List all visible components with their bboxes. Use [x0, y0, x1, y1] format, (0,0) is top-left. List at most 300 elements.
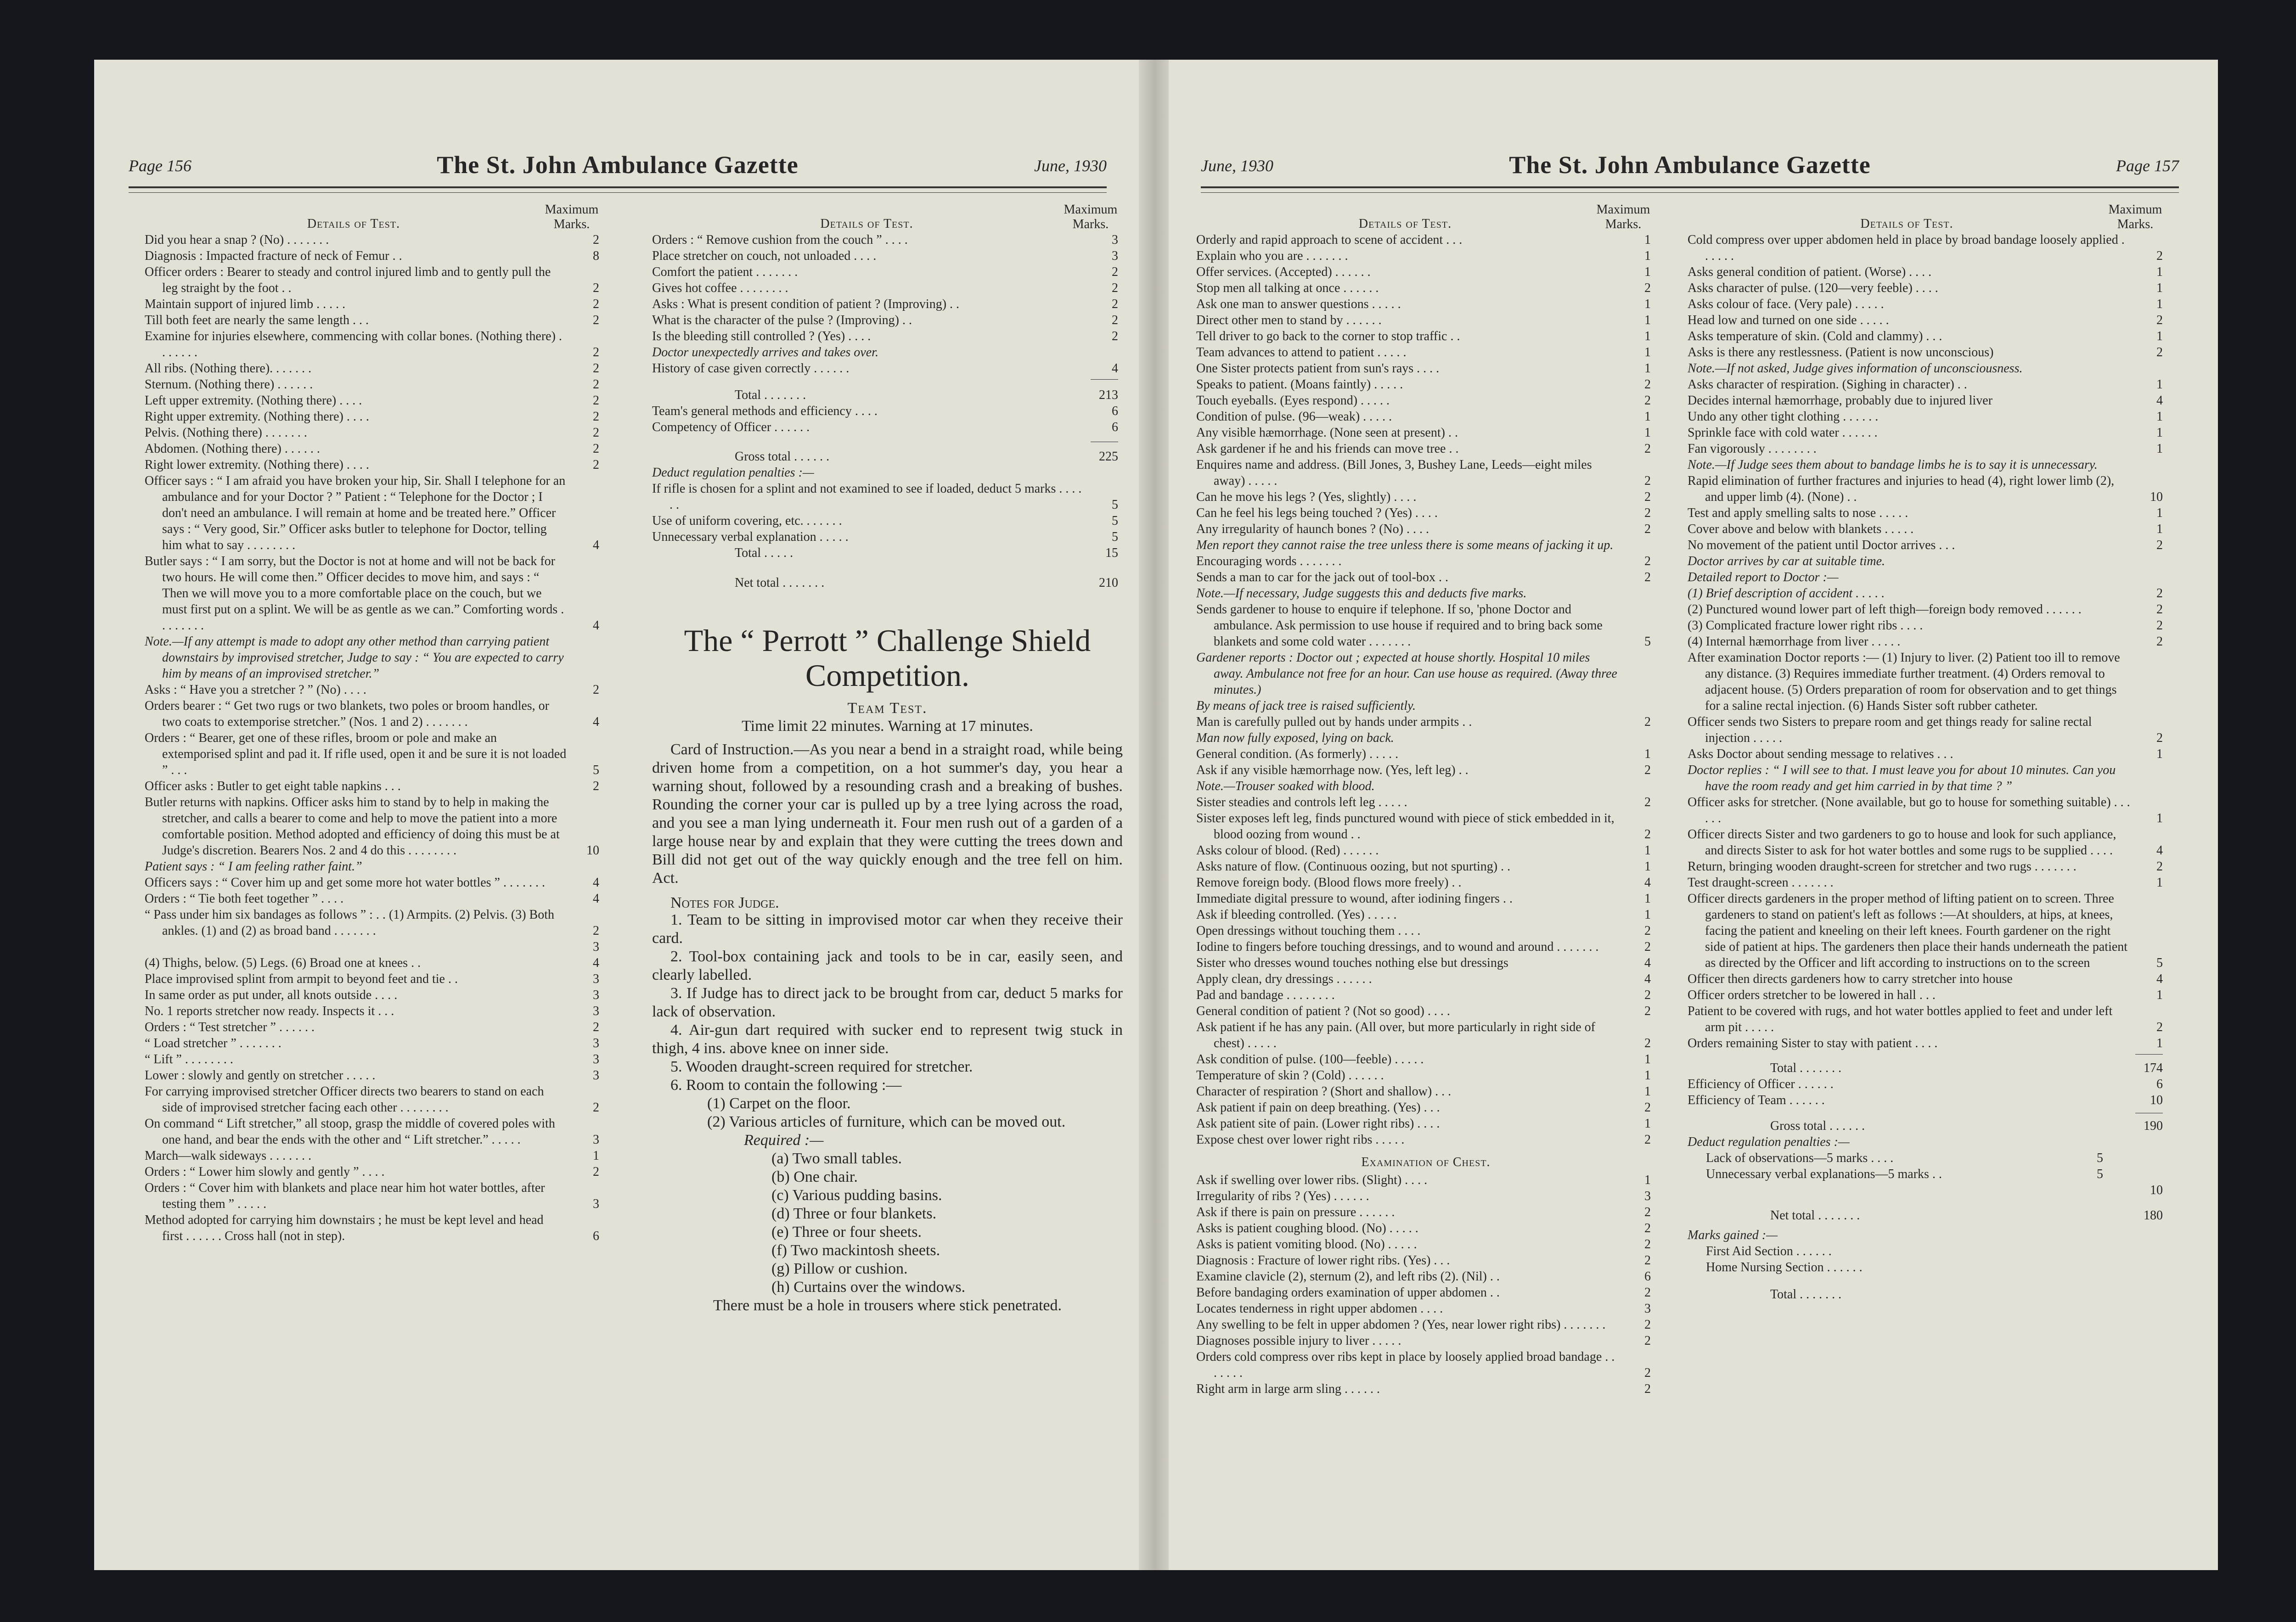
row-detail: Officer asks for stretcher. (None available, but go to house for something suitable) . . . . . . [1688, 795, 2130, 825]
table-row [1196, 537, 1655, 553]
table-row [145, 1148, 604, 1164]
row-marks: 1 [1644, 265, 1651, 279]
row-marks: 2 [1644, 1285, 1651, 1300]
table-row [145, 1212, 604, 1244]
row-detail: Can he feel his legs being touched ? (Yes) . . . . [1196, 506, 1438, 520]
column-header: Details of Test. Maximum Marks. [820, 202, 1118, 231]
table-row [1688, 971, 2167, 987]
marks-table [1196, 232, 1655, 1148]
row-detail: Test draught-screen . . . . . . . [1688, 876, 1834, 890]
row-marks: 3 [593, 988, 599, 1002]
table-row [1196, 987, 1655, 1003]
row-marks: 2 [593, 297, 599, 311]
row-marks: 5 [1112, 530, 1118, 544]
row-marks: 2 [1644, 1366, 1651, 1380]
row-detail: Asks : What is present condition of patient ? (Improving) . . [652, 297, 960, 311]
list-item: 3. If Judge has to direct jack to be brought from car, deduct 5 marks for lack of observation. [652, 985, 1123, 1020]
row-marks: 3 [1112, 249, 1118, 263]
row-marks: 3 [593, 1004, 599, 1018]
row-marks: 4 [2156, 972, 2163, 986]
row-detail: Place improvised splint from armpit to beyond feet and tie . . [145, 972, 458, 986]
row-detail: (2) Punctured wound lower part of left thigh—foreign body removed . . . . . . [1688, 602, 2082, 617]
row-detail: If rifle is chosen for a splint and not examined to see if loaded, deduct 5 marks . . . . . . [652, 482, 1082, 512]
row-detail: Tell driver to go back to the corner to stop traffic . . [1196, 329, 1460, 343]
table-row [145, 987, 604, 1003]
list-item: (f) Two mackintosh sheets. [771, 1242, 940, 1259]
row-marks: 4 [593, 956, 599, 970]
table-row [1196, 1349, 1655, 1381]
row-detail: Cold compress over upper abdomen held in place by broad bandage loosely applied . . . . . . [1688, 233, 2125, 263]
table-row [1196, 1301, 1655, 1317]
table-row [1196, 730, 1655, 746]
row-marks: 10 [2150, 490, 2163, 504]
row-detail: Sister exposes left leg, finds punctured wound with piece of stick embedded in it, blood oozing from wound . . [1196, 811, 1615, 842]
table-row [1688, 360, 2167, 376]
deduct-heading: Deduct regulation penalties :— [1688, 1135, 1850, 1149]
row-detail: Orders : “ Bearer, get one of these rifles, broom or pole and make an extemporised splint and pad it. If rifle used, open it and be sure it is not loaded ” . . . [145, 731, 567, 777]
row-marks: 1 [2156, 329, 2163, 343]
row-detail: Character of respiration ? (Short and shallow) . . . [1196, 1084, 1452, 1099]
row-detail: Officer orders stretcher to be lowered in hall . . . [1688, 988, 1936, 1002]
table-row [1196, 1252, 1655, 1268]
table-row [1688, 296, 2167, 312]
table-row [145, 634, 604, 682]
table-row [1196, 232, 1655, 248]
table-row [145, 859, 604, 875]
row-detail: Expose chest over lower right ribs . . . . . [1196, 1133, 1405, 1147]
row-detail: Asks temperature of skin. (Cold and clammy) . . . [1688, 329, 1942, 343]
table-row [145, 1180, 604, 1212]
table-row [1196, 939, 1655, 955]
row-detail: Note.—If Judge sees them about to bandage limbs he is to say it is unnecessary. [1688, 458, 2098, 472]
total-row: Total . . . . . . . 174 [1770, 1061, 2163, 1075]
right-page [1169, 60, 2218, 1570]
table-row [1196, 1051, 1655, 1067]
row-marks: 2 [593, 426, 599, 440]
row-detail: Asks Doctor about sending message to relatives . . . [1688, 747, 1953, 761]
table-row [145, 473, 604, 553]
list-item: 2. Tool-box containing jack and tools to be in car, easily seen, and clearly labelled. [652, 948, 1123, 983]
row-detail: Any swelling to be felt in upper abdomen ? (Yes, near lower right ribs) . . . . . . . [1196, 1318, 1606, 1332]
row-detail: Orders : “ Lower him slowly and gently ” . . . . [145, 1165, 385, 1179]
row-marks: 2 [593, 410, 599, 424]
net-total-row: Net total . . . . . . . 210 [735, 576, 1118, 590]
row-marks: 1 [2156, 811, 2163, 825]
row-marks: 2 [593, 1165, 599, 1179]
row-marks: 2 [1644, 1205, 1651, 1219]
row-marks: 1 [2156, 442, 2163, 456]
row-marks: 1 [2156, 747, 2163, 761]
table-row [145, 232, 604, 248]
table-row [1196, 553, 1655, 569]
row-detail: Asks colour of face. (Very pale) . . . . . [1688, 297, 1884, 311]
list-item: (e) Three or four sheets. [771, 1224, 922, 1240]
deduct-heading: Deduct regulation penalties :— [652, 466, 814, 480]
table-row [1196, 1317, 1655, 1333]
table-row [1196, 585, 1655, 601]
row-detail: Ask if there is pain on pressure . . . . . . [1196, 1205, 1395, 1219]
table-row [145, 698, 604, 730]
row-detail: After examination Doctor reports :— (1) Injury to liver. (2) Patient too ill to remove any distance. (3) Requires immediate further treatment. (4) Orders removal to adjacent house. (5) Orders preparation of room for observation and to get things for a saline rectal injection. (6) Hands Sister soft rubber catheter. [1688, 651, 2120, 713]
table-row [1196, 1188, 1655, 1204]
table-row [1688, 521, 2167, 537]
row-detail: One Sister protects patient from sun's rays . . . . [1196, 361, 1440, 376]
row-detail: Irregularity of ribs ? (Yes) . . . . . . [1196, 1189, 1369, 1203]
list-item: (c) Various pudding basins. [771, 1187, 942, 1204]
row-marks: 2 [1644, 924, 1651, 938]
row-marks: 5 [593, 763, 599, 777]
row-detail: Lack of observations—5 marks . . . . [1706, 1151, 1894, 1165]
card-of-instruction: Card of Instruction.—As you near a bend in a straight road, while being driven home from a competition, on a hot summer's day, you hear a warning shout, followed by a resounding crash and a breaking of bushes. Rounding the corner your car is pulled up by a tree lying across the road, and you see a man lying underneath it. Four men rush out of a garden of a large house near by and explain that they were cutting the trees down and Bill did not get out of the way quickly enough and the tree fell on him. Act. [652, 741, 1123, 887]
list-item: (g) Pillow or cushion. [771, 1260, 908, 1277]
article-subtitle: Team Test. [847, 700, 928, 717]
row-detail: Sends a man to car for the jack out of tool-box . . [1196, 570, 1448, 584]
row-detail: Unnecessary verbal explanations—5 marks . . [1706, 1167, 1942, 1181]
table-row [145, 682, 604, 698]
row-detail: Temperature of skin ? (Cold) . . . . . . [1196, 1068, 1384, 1083]
left-column-2 [652, 200, 1123, 1315]
row-detail: Right upper extremity. (Nothing there) . . . . [145, 410, 369, 424]
row-detail: Encouraging words . . . . . . . [1196, 554, 1342, 568]
row-marks: 4 [593, 618, 599, 633]
row-marks: 2 [593, 458, 599, 472]
table-row [1688, 393, 2167, 409]
row-detail: Condition of pulse. (96—weak) . . . . . [1196, 410, 1392, 424]
row-detail: Rapid elimination of further fractures and injuries to head (4), right lower limb (2), and upper limb (4). (None) . . [1688, 474, 2115, 504]
table-row [1196, 521, 1655, 537]
table-row [1196, 344, 1655, 360]
list-item: 6. Room to contain the following :— [670, 1077, 902, 1094]
table-row [1688, 312, 2167, 328]
row-marks: 3 [593, 972, 599, 986]
row-marks: 2 [2156, 859, 2163, 874]
list-item: (1) Carpet on the floor. [707, 1095, 851, 1112]
row-marks: 2 [1644, 522, 1651, 536]
row-marks: 2 [1644, 554, 1651, 568]
row-marks: 2 [593, 233, 599, 247]
row-marks: 2 [1644, 1004, 1651, 1018]
row-marks: 5 [2097, 1167, 2103, 1181]
table-row [1196, 1116, 1655, 1132]
notes-heading: Notes for Judge. [670, 894, 779, 911]
efficiency-row: Team's general methods and efficiency . . . . 6 [652, 404, 1118, 418]
deduct-total-row: Total . . . . . 15 [735, 546, 1118, 560]
gross-total-row: Gross total . . . . . . 190 [1770, 1119, 2163, 1133]
row-detail: Immediate digital pressure to wound, after iodining fingers . . [1196, 892, 1513, 906]
row-marks: 2 [2156, 538, 2163, 552]
time-limit: Time limit 22 minutes. Warning at 17 minutes. [742, 718, 1033, 735]
gross-total-row: Gross total . . . . . . 225 [735, 449, 1118, 464]
table-row [1196, 441, 1655, 457]
row-marks: 1 [2156, 281, 2163, 295]
row-marks: 2 [593, 779, 599, 793]
row-detail: Sister steadies and controls left leg . . . . . [1196, 795, 1407, 809]
deduct-total-row: 10 [2150, 1183, 2163, 1197]
table-row [1688, 232, 2167, 264]
row-detail: Diagnoses possible injury to liver . . . . . [1196, 1334, 1401, 1348]
row-detail: Note.—If not asked, Judge gives information of unconsciousness. [1688, 361, 2023, 376]
row-detail: Asks character of pulse. (120—very feeble) . . . . [1688, 281, 1938, 295]
row-marks: 4 [1644, 876, 1651, 890]
row-detail: (3) Complicated fracture lower right ribs . . . . [1688, 618, 1923, 633]
table-row [1688, 650, 2167, 714]
row-detail: Undo any other tight clothing . . . . . . [1688, 410, 1879, 424]
row-detail: Cover above and below with blankets . . . . . [1688, 522, 1914, 536]
table-row [145, 360, 604, 376]
table-row [1688, 344, 2167, 360]
table-row [652, 312, 1123, 328]
notes-for-judge [652, 911, 1123, 1094]
row-detail: Asks general condition of patient. (Worse) . . . . [1688, 265, 1932, 279]
table-row [1196, 650, 1655, 698]
row-marks: 2 [1644, 1318, 1651, 1332]
row-marks: 5 [2097, 1151, 2103, 1165]
table-row [1196, 505, 1655, 521]
list-item: (a) Two small tables. [771, 1150, 902, 1167]
row-detail: Orders remaining Sister to stay with patient . . . . [1688, 1036, 1938, 1050]
row-marks: 2 [1112, 281, 1118, 295]
table-row [1196, 1381, 1655, 1397]
row-marks: 1 [1644, 908, 1651, 922]
row-marks: 2 [1644, 1253, 1651, 1268]
list-item: Home Nursing Section . . . . . . [1706, 1260, 1863, 1274]
table-row [1688, 762, 2167, 794]
table-row [1196, 746, 1655, 762]
row-detail: Detailed report to Doctor :— [1688, 570, 1839, 584]
table-row [1688, 1035, 2167, 1051]
row-detail: Touch eyeballs. (Eyes respond) . . . . . [1196, 393, 1390, 408]
row-marks: 2 [593, 683, 599, 697]
row-marks: 2 [2156, 1020, 2163, 1034]
row-marks: 2 [2156, 249, 2163, 263]
row-detail: No. 1 reports stretcher now ready. Inspects it . . . [145, 1004, 394, 1018]
row-detail: Till both feet are nearly the same length . . . [145, 313, 369, 327]
total-row: Total . . . . . . . 213 [735, 388, 1118, 402]
row-detail: Ask if any visible hæmorrhage now. (Yes, left leg) . . [1196, 763, 1469, 777]
row-detail: Note.—Trouser soaked with blood. [1196, 779, 1375, 793]
table-row [1196, 778, 1655, 794]
table-row [1196, 1204, 1655, 1220]
table-row [1196, 1333, 1655, 1349]
row-detail: (4) Internal hæmorrhage from liver . . . . . [1688, 634, 1901, 649]
row-detail: Gardener reports : Doctor out ; expected at house shortly. Hospital 10 miles away. Ambulance not free for an hour. Can use house as required. (Away three minutes.) [1196, 651, 1617, 697]
row-marks: 2 [2156, 731, 2163, 745]
row-detail: Officer asks : Butler to get eight table napkins . . . [145, 779, 401, 793]
row-detail: (1) Brief description of accident . . . . . [1688, 586, 1885, 601]
row-marks: 2 [1644, 1237, 1651, 1252]
table-row [1196, 1100, 1655, 1116]
row-detail: Officers says : “ Cover him up and get some more hot water bottles ” . . . . . . . [145, 876, 545, 890]
table-row [1196, 1268, 1655, 1285]
row-detail: Ask if bleeding controlled. (Yes) . . . . . [1196, 908, 1397, 922]
row-detail: March—walk sideways . . . . . . . [145, 1149, 312, 1163]
table-row [1196, 489, 1655, 505]
table-row [145, 409, 604, 425]
table-row [1196, 376, 1655, 393]
row-marks: 1 [1644, 1052, 1651, 1066]
row-marks: 8 [593, 249, 599, 263]
column-header: Details of Test. Maximum Marks. [1860, 202, 2162, 231]
right-column-2 [1688, 200, 2167, 1302]
table-row [1688, 409, 2167, 425]
table-row [1688, 505, 2167, 521]
row-marks: 2 [593, 393, 599, 408]
table-row [1196, 1067, 1655, 1083]
row-marks: 1 [2156, 876, 2163, 890]
table-row [145, 1116, 604, 1148]
total-rule [2135, 1054, 2163, 1055]
row-marks: 1 [593, 1149, 599, 1163]
row-detail: Apply clean, dry dressings . . . . . . [1196, 972, 1372, 986]
row-detail: Method adopted for carrying him downstairs ; he must be kept level and head first . . . . . . Cross hall (not in step). [145, 1213, 544, 1243]
table-row [1196, 971, 1655, 987]
row-detail: Officer then directs gardeners how to carry stretcher into house [1688, 972, 2013, 986]
row-marks: 1 [2156, 410, 2163, 424]
row-marks: 4 [593, 876, 599, 890]
row-marks: 1 [1644, 313, 1651, 327]
table-row [145, 730, 604, 778]
table-row [1688, 714, 2167, 746]
row-detail: General condition of patient ? (Not so good) . . . . [1196, 1004, 1450, 1018]
issue-date: June, 1930 [1201, 157, 1273, 175]
table-row [1196, 891, 1655, 907]
table-row [1688, 875, 2167, 891]
table-row [1688, 601, 2167, 617]
row-detail: Before bandaging orders examination of upper abdomen . . [1196, 1285, 1500, 1300]
row-detail: “ Lift ” . . . . . . . . [145, 1052, 233, 1066]
table-row [145, 264, 604, 296]
table-row [145, 553, 604, 634]
row-detail: Orders : “ Cover him with blankets and place near him hot water bottles, after testing them ” . . . . . [145, 1181, 545, 1211]
table-row [145, 312, 604, 328]
row-marks: 3 [593, 1036, 599, 1050]
row-detail: Butler returns with napkins. Officer asks him to stand by to help in making the stretcher, and calls a bearer to come and help to move the patient into a more comfortable position. Method adopted and efficiency of doing this must be at Judge's discretion. Bearers Nos. 2 and 4 do this . . . . . . . . [145, 795, 560, 858]
row-marks: 1 [1644, 1173, 1651, 1187]
table-row [1196, 1285, 1655, 1301]
row-detail: Did you hear a snap ? (No) . . . . . . . [145, 233, 329, 247]
row-detail: Man is carefully pulled out by hands under armpits . . [1196, 715, 1472, 729]
row-marks: 2 [593, 377, 599, 392]
table-row [145, 1051, 604, 1067]
row-marks: 2 [1644, 1382, 1651, 1396]
row-detail: Officer directs Sister and two gardeners to go to house and look for such appliance, and directs Sister to ask for hot water bottles and some rugs to be supplied . . . . [1688, 827, 2116, 858]
table-row [145, 971, 604, 987]
book-gutter [1139, 60, 1171, 1570]
table-row [145, 328, 604, 360]
row-marks: 1 [1644, 859, 1651, 874]
table-row [145, 1003, 604, 1019]
row-marks: 4 [593, 538, 599, 552]
list-item: (d) Three or four blankets. [771, 1205, 937, 1222]
row-marks: 3 [593, 1133, 599, 1147]
row-detail: All ribs. (Nothing there). . . . . . . [145, 361, 312, 376]
row-marks: 2 [1644, 570, 1651, 584]
chest-table [1196, 1172, 1655, 1397]
running-head [129, 147, 1107, 188]
row-marks: 4 [593, 892, 599, 906]
table-row [1688, 569, 2167, 585]
row-detail: Orders : “ Test stretcher ” . . . . . . [145, 1020, 315, 1034]
row-marks: 2 [1112, 265, 1118, 279]
row-marks: 1 [1644, 747, 1651, 761]
table-row [145, 376, 604, 393]
table-row [1196, 280, 1655, 296]
row-detail: Left upper extremity. (Nothing there) . . . . [145, 393, 362, 408]
row-detail: By means of jack tree is raised sufficiently. [1196, 699, 1416, 713]
table-row [1688, 859, 2167, 875]
table-row [1196, 923, 1655, 939]
row-detail: “ Pass under him six bandages as follows ” : . . (1) Armpits. (2) Pelvis. (3) Both ankles. (1) and (2) as broad band . . . . . . . [145, 908, 555, 938]
row-detail: Doctor unexpectedly arrives and takes over. [652, 345, 878, 359]
row-marks: 2 [1644, 763, 1651, 777]
row-detail: Asks : “ Have you a stretcher ? ” (No) . . . . [145, 683, 366, 697]
list-item: 1. Team to be sitting in improvised motor car when they receive their card. [652, 911, 1123, 947]
row-detail: Unnecessary verbal explanation . . . . . [652, 530, 849, 544]
table-row [1196, 569, 1655, 585]
marks-table [145, 232, 604, 1244]
deduct-table [652, 481, 1123, 545]
table-row [1688, 473, 2167, 505]
table-row [652, 264, 1123, 280]
table-row [145, 1083, 604, 1116]
row-detail: Head low and turned on one side . . . . . [1688, 313, 1889, 327]
row-detail: Sister who dresses wound touches nothing else but dressings [1196, 956, 1508, 970]
table-row [1196, 955, 1655, 971]
row-detail: General condition. (As formerly) . . . . . [1196, 747, 1399, 761]
table-row [1688, 553, 2167, 569]
row-detail: Asks colour of blood. (Red) . . . . . . [1196, 843, 1379, 858]
table-row [1688, 457, 2167, 473]
row-marks: 2 [2156, 345, 2163, 359]
table-row [652, 248, 1123, 264]
row-detail: Orders cold compress over ribs kept in place by loosely applied broad bandage . . . . . . . [1196, 1350, 1615, 1380]
row-marks: 3 [593, 1052, 599, 1066]
row-marks: 3 [593, 940, 599, 954]
row-marks: 1 [1644, 410, 1651, 424]
table-row [652, 513, 1123, 529]
row-detail: Test and apply smelling salts to nose . . . . . [1688, 506, 1908, 520]
row-marks: 1 [2156, 522, 2163, 536]
row-detail: Iodine to fingers before touching dressings, and to wound and around . . . . . . . [1196, 940, 1599, 954]
row-detail: Open dressings without touching them . . . . [1196, 924, 1421, 938]
row-marks: 1 [2156, 377, 2163, 392]
row-marks: 3 [593, 1197, 599, 1211]
row-detail: Right arm in large arm sling . . . . . . [1196, 1382, 1380, 1396]
row-detail: Men report they cannot raise the tree unless there is some means of jacking it up. [1196, 538, 1614, 552]
row-detail: Decides internal hæmorrhage, probably due to injured liver [1688, 393, 1993, 408]
row-marks: 2 [1644, 1036, 1651, 1050]
row-marks: 1 [2156, 988, 2163, 1002]
row-marks: 1 [1644, 329, 1651, 343]
header-rule [1201, 186, 2179, 188]
table-row [145, 907, 604, 939]
row-detail: Doctor arrives by car at suitable time. [1688, 554, 1885, 568]
table-row [1196, 810, 1655, 842]
row-marks: 2 [1644, 442, 1651, 456]
row-marks: 2 [2156, 586, 2163, 601]
row-detail: Note.—If any attempt is made to adopt any other method than carrying patient downstairs by improvised stretcher, Judge to say : “ You are expected to carry him by means of an improvised stretcher.” [145, 634, 564, 681]
deduct-table [1688, 1150, 2167, 1182]
row-detail: Speaks to patient. (Moans faintly) . . . . . [1196, 377, 1403, 392]
marks-table [1688, 232, 2167, 1051]
row-detail: For carrying improvised stretcher Officer directs two bearers to stand on each side of improvised stretcher facing each other . . . . . . . . [145, 1084, 544, 1115]
header-rule [129, 186, 1107, 188]
table-row [1196, 794, 1655, 810]
row-detail: “ Load stretcher ” . . . . . . . [145, 1036, 281, 1050]
table-row [145, 296, 604, 312]
row-marks: 1 [1644, 892, 1651, 906]
table-row [1688, 617, 2167, 634]
